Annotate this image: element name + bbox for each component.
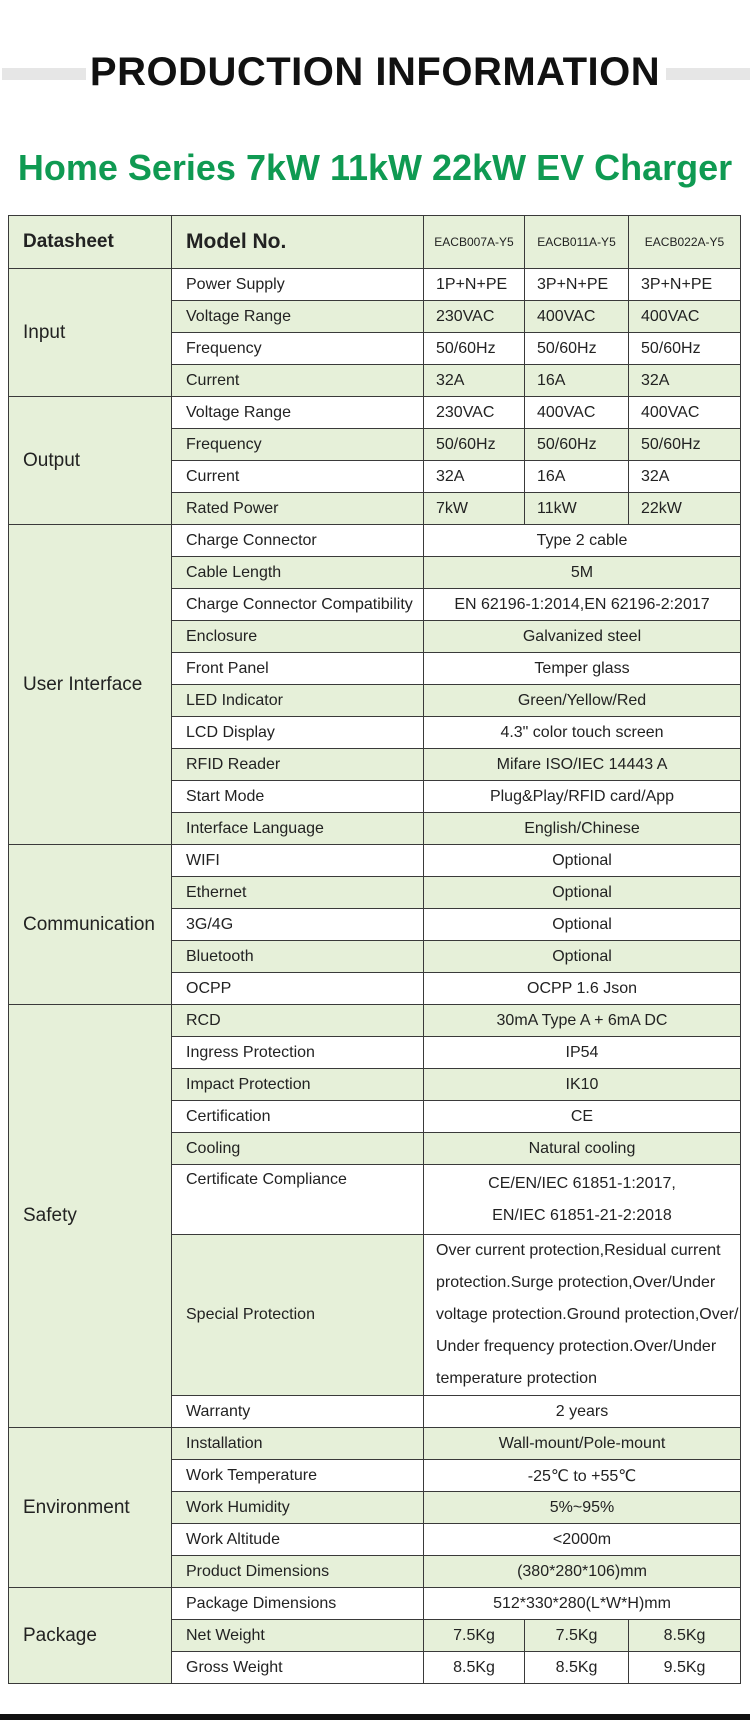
cell-value: Wall-mount/Pole-mount xyxy=(424,1428,741,1460)
row-label: Installation xyxy=(172,1428,424,1460)
cell-value: 50/60Hz xyxy=(424,429,525,461)
cell-value: -25℃ to +55℃ xyxy=(424,1460,741,1492)
category-output: Output xyxy=(9,397,172,525)
cell-value: 22kW xyxy=(629,493,741,525)
cell-value: <2000m xyxy=(424,1524,741,1556)
row-label: Net Weight xyxy=(172,1620,424,1652)
cell-value: Type 2 cable xyxy=(424,525,741,557)
cell-value: 50/60Hz xyxy=(424,333,525,365)
row-label: LCD Display xyxy=(172,717,424,749)
row-label: Power Supply xyxy=(172,269,424,301)
model-no-header: Model No. xyxy=(172,216,424,269)
cell-value: 32A xyxy=(629,461,741,493)
cell-value: 230VAC xyxy=(424,397,525,429)
row-label: Work Humidity xyxy=(172,1492,424,1524)
cell-value: Temper glass xyxy=(424,653,741,685)
compliance-line-2: EN/IEC 61851-21-2:2018 xyxy=(492,1206,672,1224)
cell-value: 9.5Kg xyxy=(629,1652,741,1684)
row-label: Ingress Protection xyxy=(172,1037,424,1069)
cell-value: 8.5Kg xyxy=(629,1620,741,1652)
row-label: Frequency xyxy=(172,333,424,365)
table-row xyxy=(9,845,741,877)
cell-value: 30mA Type A + 6mA DC xyxy=(424,1005,741,1037)
cell-value xyxy=(424,1235,741,1396)
special-line-2: protection.Surge protection,Over/Under xyxy=(436,1274,716,1291)
product-series-title: Home Series 7kW 11kW 22kW EV Charger xyxy=(17,147,733,188)
row-label: Certification xyxy=(172,1101,424,1133)
special-line-3: voltage protection.Ground protection,Over/ xyxy=(436,1306,739,1323)
row-label: Impact Protection xyxy=(172,1069,424,1101)
cell-value: OCPP 1.6 Json xyxy=(424,973,741,1005)
cell-value: 5%~95% xyxy=(424,1492,741,1524)
model-header-1: EACB007A-Y5 xyxy=(424,216,525,269)
table-row xyxy=(9,525,741,557)
cell-value: CE xyxy=(424,1101,741,1133)
cell-value xyxy=(424,1165,741,1235)
cell-value: 8.5Kg xyxy=(525,1652,629,1684)
row-label: Special Protection xyxy=(172,1235,424,1396)
compliance-line-1: CE/EN/IEC 61851-1:2017, xyxy=(488,1174,676,1192)
cell-value: 2 years xyxy=(424,1396,741,1428)
row-label: Enclosure xyxy=(172,621,424,653)
datasheet-table xyxy=(8,215,741,1684)
cell-value: IK10 xyxy=(424,1069,741,1101)
row-label: WIFI xyxy=(172,845,424,877)
cell-value: 50/60Hz xyxy=(525,429,629,461)
cell-value: 512*330*280(L*W*H)mm xyxy=(424,1588,741,1620)
category-input: Input xyxy=(9,269,172,397)
cell-value: Optional xyxy=(424,877,741,909)
cell-value: 50/60Hz xyxy=(629,333,741,365)
cell-value: (380*280*106)mm xyxy=(424,1556,741,1588)
row-label: Voltage Range xyxy=(172,301,424,333)
row-label: Charge Connector xyxy=(172,525,424,557)
row-label: Rated Power xyxy=(172,493,424,525)
cell-value: 32A xyxy=(424,365,525,397)
cell-value: EN 62196-1:2014,EN 62196-2:2017 xyxy=(424,589,741,621)
row-label: Current xyxy=(172,461,424,493)
cell-value: IP54 xyxy=(424,1037,741,1069)
datasheet-header: Datasheet xyxy=(9,216,172,269)
category-environment: Environment xyxy=(9,1428,172,1588)
category-user-interface: User Interface xyxy=(9,525,172,845)
cell-value: 400VAC xyxy=(525,301,629,333)
cell-value: 5M xyxy=(424,557,741,589)
row-label: Gross Weight xyxy=(172,1652,424,1684)
section-heading xyxy=(0,46,750,98)
cell-value: Mifare ISO/IEC 14443 A xyxy=(424,749,741,781)
row-label: Certificate Compliance xyxy=(172,1165,424,1235)
cell-value: 4.3" color touch screen xyxy=(424,717,741,749)
cell-value: 50/60Hz xyxy=(525,333,629,365)
row-label: Voltage Range xyxy=(172,397,424,429)
cell-value: 16A xyxy=(525,365,629,397)
cell-value: 3P+N+PE xyxy=(525,269,629,301)
cell-value: 230VAC xyxy=(424,301,525,333)
row-label: Ethernet xyxy=(172,877,424,909)
cell-value: Green/Yellow/Red xyxy=(424,685,741,717)
category-communication: Communication xyxy=(9,845,172,1005)
row-label: RCD xyxy=(172,1005,424,1037)
model-header-2: EACB011A-Y5 xyxy=(525,216,629,269)
cell-value: English/Chinese xyxy=(424,813,741,845)
cell-value: 50/60Hz xyxy=(629,429,741,461)
table-row xyxy=(9,269,741,301)
cell-value: 3P+N+PE xyxy=(629,269,741,301)
row-label: Cooling xyxy=(172,1133,424,1165)
cell-value: 8.5Kg xyxy=(424,1652,525,1684)
row-label: Frequency xyxy=(172,429,424,461)
row-label: Product Dimensions xyxy=(172,1556,424,1588)
table-row xyxy=(9,397,741,429)
category-package: Package xyxy=(9,1588,172,1684)
cell-value: 1P+N+PE xyxy=(424,269,525,301)
cell-value: 400VAC xyxy=(629,301,741,333)
row-label: Start Mode xyxy=(172,781,424,813)
row-label: LED Indicator xyxy=(172,685,424,717)
cell-value: 400VAC xyxy=(525,397,629,429)
cell-value: 32A xyxy=(629,365,741,397)
table-row xyxy=(9,1428,741,1460)
page-title: PRODUCTION INFORMATION xyxy=(89,50,661,94)
cell-value: Natural cooling xyxy=(424,1133,741,1165)
special-line-1: Over current protection,Residual current xyxy=(436,1242,721,1259)
table-header-row xyxy=(9,216,741,269)
model-header-3: EACB022A-Y5 xyxy=(629,216,741,269)
table-row xyxy=(9,1005,741,1037)
row-label: Cable Length xyxy=(172,557,424,589)
cell-value: Optional xyxy=(424,909,741,941)
cell-value: Plug&Play/RFID card/App xyxy=(424,781,741,813)
row-label: RFID Reader xyxy=(172,749,424,781)
cell-value: 7.5Kg xyxy=(525,1620,629,1652)
cell-value: 7.5Kg xyxy=(424,1620,525,1652)
cell-value: Optional xyxy=(424,845,741,877)
table-row xyxy=(9,1588,741,1620)
category-safety: Safety xyxy=(9,1005,172,1428)
row-label: Charge Connector Compatibility xyxy=(172,589,424,621)
cell-value: 16A xyxy=(525,461,629,493)
special-line-4: Under frequency protection.Over/Under xyxy=(436,1338,717,1355)
cell-value: 7kW xyxy=(424,493,525,525)
row-label: Front Panel xyxy=(172,653,424,685)
row-label: Interface Language xyxy=(172,813,424,845)
cell-value: Optional xyxy=(424,941,741,973)
cell-value: 11kW xyxy=(525,493,629,525)
row-label: Bluetooth xyxy=(172,941,424,973)
row-label: Package Dimensions xyxy=(172,1588,424,1620)
bottom-divider xyxy=(0,1714,750,1720)
row-label: 3G/4G xyxy=(172,909,424,941)
cell-value: Galvanized steel xyxy=(424,621,741,653)
row-label: Work Temperature xyxy=(172,1460,424,1492)
row-label: Current xyxy=(172,365,424,397)
row-label: Work Altitude xyxy=(172,1524,424,1556)
row-label: OCPP xyxy=(172,973,424,1005)
cell-value: 400VAC xyxy=(629,397,741,429)
special-line-5: temperature protection xyxy=(436,1370,597,1387)
cell-value: 32A xyxy=(424,461,525,493)
row-label: Warranty xyxy=(172,1396,424,1428)
